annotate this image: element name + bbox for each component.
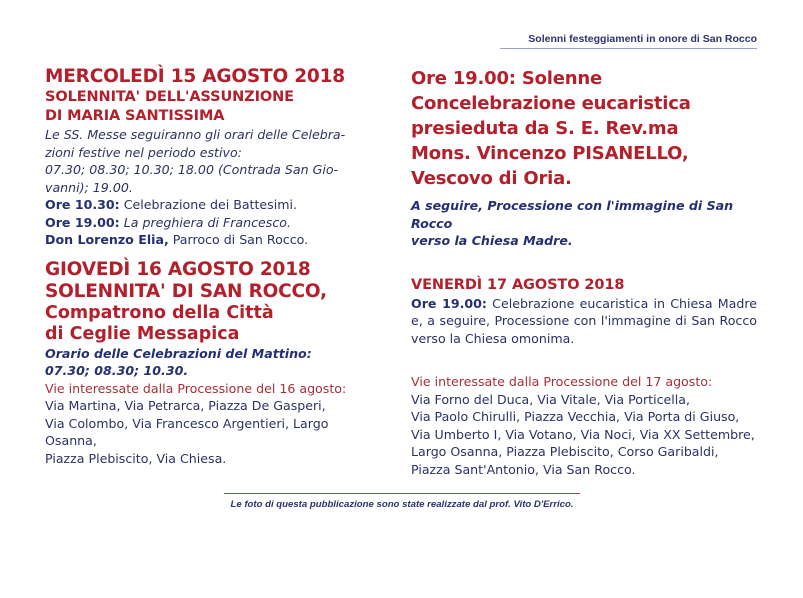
priest-line xyxy=(45,231,375,249)
morning-times: 07.30; 08.30; 10.30. xyxy=(45,363,189,378)
priest-name: Don Lorenzo Elia, xyxy=(45,232,169,247)
feast-title-16-line1: SOLENNITA' DI SAN ROCCO, xyxy=(45,280,327,302)
event-time: Ore 19.00: xyxy=(411,295,487,311)
street-line: Via Colombo, Via Francesco Argentieri, Largo Osanna, xyxy=(45,415,329,448)
date-heading-16: GIOVEDÌ 16 AGOSTO 2018 xyxy=(45,258,311,280)
mass-times-line1: 07.30; 08.30; 10.30; 18.00 (Contrada San Gio- xyxy=(45,162,339,177)
date-heading-15: MERCOLEDÌ 15 AGOSTO 2018 xyxy=(45,66,345,87)
event-prayer xyxy=(45,214,375,232)
feast-title-16-line3: di Ceglie Messapica xyxy=(45,323,240,344)
streets-label-17: Vie interessate dalla Processione del 17 agosto: xyxy=(411,374,713,389)
priest-role: Parroco di San Rocco. xyxy=(168,232,309,247)
intro-line1: Le SS. Messe seguiranno gli orari delle Celebra- xyxy=(45,127,346,142)
solemn-mass-line: Vescovo di Oria. xyxy=(411,168,572,189)
solemn-mass-line: Mons. Vincenzo PISANELLO, xyxy=(411,143,689,164)
event-17 xyxy=(411,295,757,348)
solemn-mass-line: presieduta da S. E. Rev.ma xyxy=(411,118,679,139)
streets-label-16: Vie interessate dalla Processione del 16 agosto: xyxy=(45,380,347,396)
event-text: Celebrazione eucaristica in Chiesa Madre e, a seguire, Processione con l'immagine di San Rocco verso la Chiesa omonima. xyxy=(411,295,758,346)
solemn-mass-line: Ore 19.00: Solenne xyxy=(411,68,602,89)
street-line: Piazza Sant'Antonio, Via San Rocco. xyxy=(411,461,636,477)
street-line: Via Paolo Chirulli, Piazza Vecchia, Via Porta di Giuso, xyxy=(411,409,740,424)
mass-times-line2: vanni); 19.00. xyxy=(45,179,133,195)
street-line: Via Umberto I, Via Votano, Via Noci, Via XX Settembre, xyxy=(411,426,755,442)
feast-title-16-line2: Compatrono della Città xyxy=(45,302,274,323)
left-column xyxy=(45,66,375,467)
feast-title-line1: SOLENNITA' DELL'ASSUNZIONE xyxy=(45,89,294,105)
event-time: Ore 19.00: xyxy=(45,214,120,230)
morning-label: Orario delle Celebrazioni del Mattino: xyxy=(45,345,312,361)
intro-line2: zioni festive nel periodo estivo: xyxy=(45,144,242,160)
event-time: Ore 10.30: xyxy=(45,197,120,212)
footer-divider xyxy=(224,493,580,494)
procession-line: verso la Chiesa Madre. xyxy=(411,233,573,248)
street-line: Via Martina, Via Petrarca, Piazza De Gasperi, xyxy=(45,398,326,413)
feast-title-line2: DI MARIA SANTISSIMA xyxy=(45,108,225,124)
event-text: La preghiera di Francesco. xyxy=(119,214,291,230)
photo-credit: Le foto di questa pubblicazione sono state realizzate dal prof. Vito D'Errico. xyxy=(230,499,574,510)
street-line: Largo Osanna, Piazza Plebiscito, Corso Garibaldi, xyxy=(411,444,719,459)
right-column xyxy=(411,66,757,478)
procession-line: A seguire, Processione con l'immagine di San Rocco xyxy=(411,198,734,231)
event-baptisms xyxy=(45,196,375,214)
street-line: Via Forno del Duca, Via Vitale, Via Porticella, xyxy=(411,391,690,407)
event-text: Celebrazione dei Battesimi. xyxy=(119,197,298,212)
running-header: Solenni festeggiamenti in onore di San Rocco xyxy=(500,33,757,49)
solemn-mass-line: Concelebrazione eucaristica xyxy=(411,93,691,114)
date-heading-17: VENERDÌ 17 AGOSTO 2018 xyxy=(411,276,625,293)
street-line: Piazza Plebiscito, Via Chiesa. xyxy=(45,450,227,466)
